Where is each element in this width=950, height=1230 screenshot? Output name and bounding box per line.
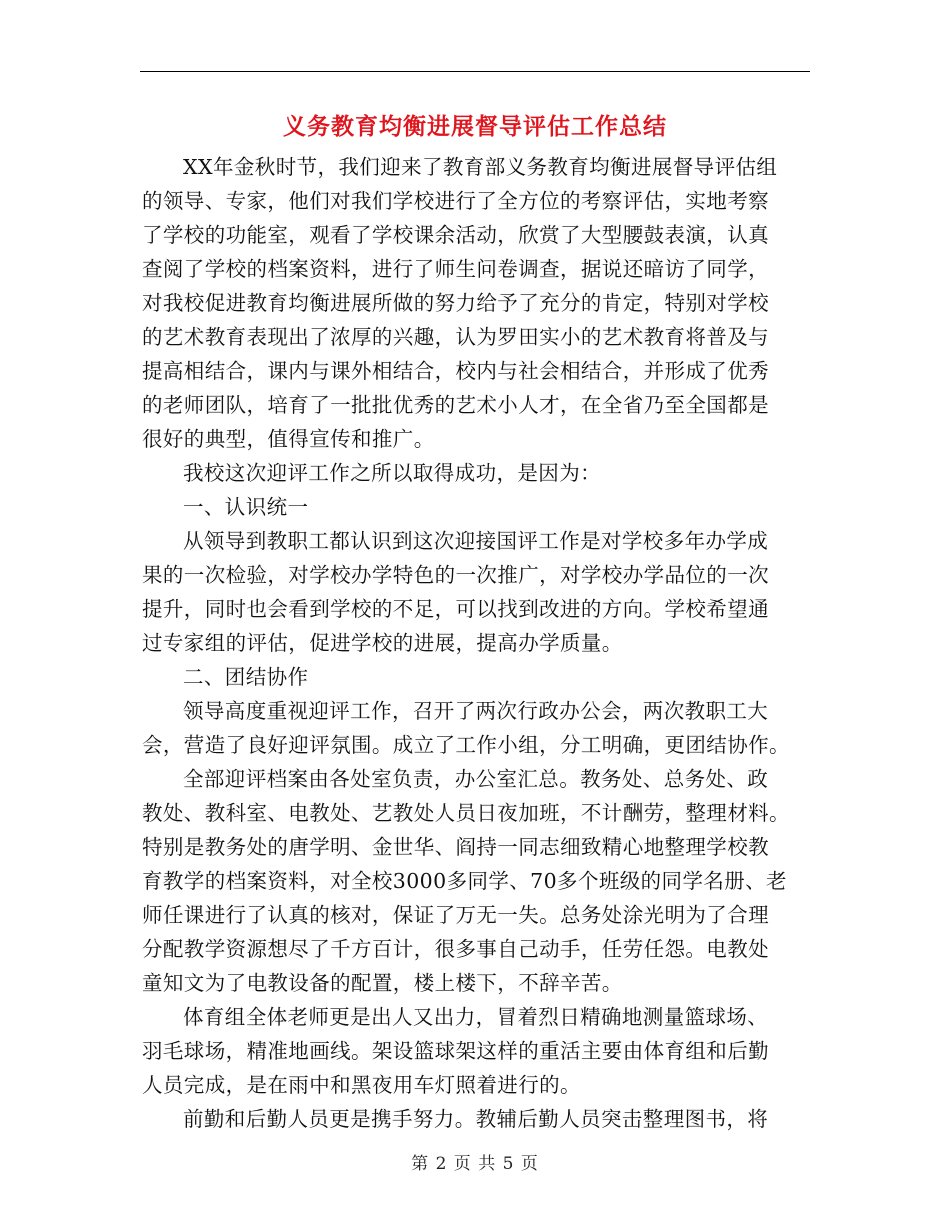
paragraph	[142, 694, 812, 762]
paragraph-line: XX年金秋时节，我们迎来了教育部义务教育均衡进展督导评估组	[183, 155, 778, 179]
paragraph-line: 对我校促进教育均衡进展所做的努力给予了充分的肯定，特别对学校	[142, 291, 769, 315]
paragraph	[142, 660, 812, 694]
paragraph-line: 的老师团队，培育了一批批优秀的艺术小人才，在全省乃至全国都是	[142, 393, 769, 417]
paragraph-line: 童知文为了电教设备的配置，楼上楼下，不辞辛苦。	[142, 971, 623, 995]
paragraph-line: 领导高度重视迎评工作，召开了两次行政办公会，两次教职工大	[183, 699, 769, 723]
document-body	[142, 150, 812, 1136]
paragraph	[142, 456, 812, 490]
paragraph	[142, 524, 812, 660]
paragraph-line: 特别是教务处的唐学明、金世华、阎持一同志细致精心地整理学校教	[142, 835, 769, 859]
paragraph-line: 过专家组的评估，促进学校的进展，提高办学质量。	[142, 631, 623, 655]
paragraph-line: 师任课进行了认真的核对，保证了万无一失。总务处涂光明为了合理	[142, 903, 769, 927]
paragraph-line: 提高相结合，课内与课外相结合，校内与社会相结合，并形成了优秀	[142, 359, 769, 383]
header-rule	[140, 71, 810, 72]
document-title: 义务教育均衡进展督导评估工作总结	[283, 113, 667, 140]
paragraph-line: 一、认识统一	[183, 495, 309, 519]
paragraph-line: 从领导到教职工都认识到这次迎接国评工作是对学校多年办学成	[183, 529, 769, 553]
paragraph-line: 人员完成，是在雨中和黑夜用车灯照着进行的。	[142, 1073, 581, 1097]
paragraph-line: 前勤和后勤人员更是携手努力。教辅后勤人员突击整理图书，将	[183, 1107, 769, 1131]
paragraph-line: 查阅了学校的档案资料，进行了师生问卷调查，据说还暗访了同学，	[142, 257, 769, 281]
paragraph	[142, 762, 812, 1000]
paragraph-line: 很好的典型，值得宣传和推广。	[142, 427, 435, 451]
paragraph-line: 果的一次检验，对学校办学特色的一次推广，对学校办学品位的一次	[142, 563, 769, 587]
paragraph-line: 提升，同时也会看到学校的不足，可以找到改进的方向。学校希望通	[142, 597, 769, 621]
paragraph	[142, 150, 812, 456]
paragraph-line: 的领导、专家，他们对我们学校进行了全方位的考察评估，实地考察	[142, 189, 769, 213]
paragraph-line: 羽毛球场，精准地画线。架设篮球架这样的重活主要由体育组和后勤	[142, 1039, 769, 1063]
paragraph-line: 体育组全体老师更是出人又出力，冒着烈日精确地测量篮球场、	[183, 1005, 769, 1029]
paragraph	[142, 1000, 812, 1102]
paragraph	[142, 490, 812, 524]
paragraph-line: 分配教学资源想尽了千方百计，很多事自己动手，任劳任怨。电教处	[142, 937, 769, 961]
paragraph-line: 会，营造了良好迎评氛围。成立了工作小组，分工明确，更团结协作。	[142, 733, 790, 757]
paragraph-line: 我校这次迎评工作之所以取得成功，是因为：	[183, 461, 601, 485]
paragraph-line: 教处、教科室、电教处、艺教处人员日夜加班，不计酬劳，整理材料。	[142, 801, 790, 825]
paragraph-line: 育教学的档案资料，对全校3000多同学、70多个班级的同学名册、老	[142, 869, 787, 893]
paragraph-line: 二、团结协作	[183, 665, 309, 689]
paragraph	[142, 1102, 812, 1136]
paragraph-line: 了学校的功能室，观看了学校课余活动，欣赏了大型腰鼓表演，认真	[142, 223, 769, 247]
paragraph-line: 全部迎评档案由各处室负责，办公室汇总。教务处、总务处、政	[183, 767, 769, 791]
paragraph-line: 的艺术教育表现出了浓厚的兴趣，认为罗田实小的艺术教育将普及与	[142, 325, 769, 349]
page-number: 第 2 页 共 5 页	[411, 1154, 539, 1174]
